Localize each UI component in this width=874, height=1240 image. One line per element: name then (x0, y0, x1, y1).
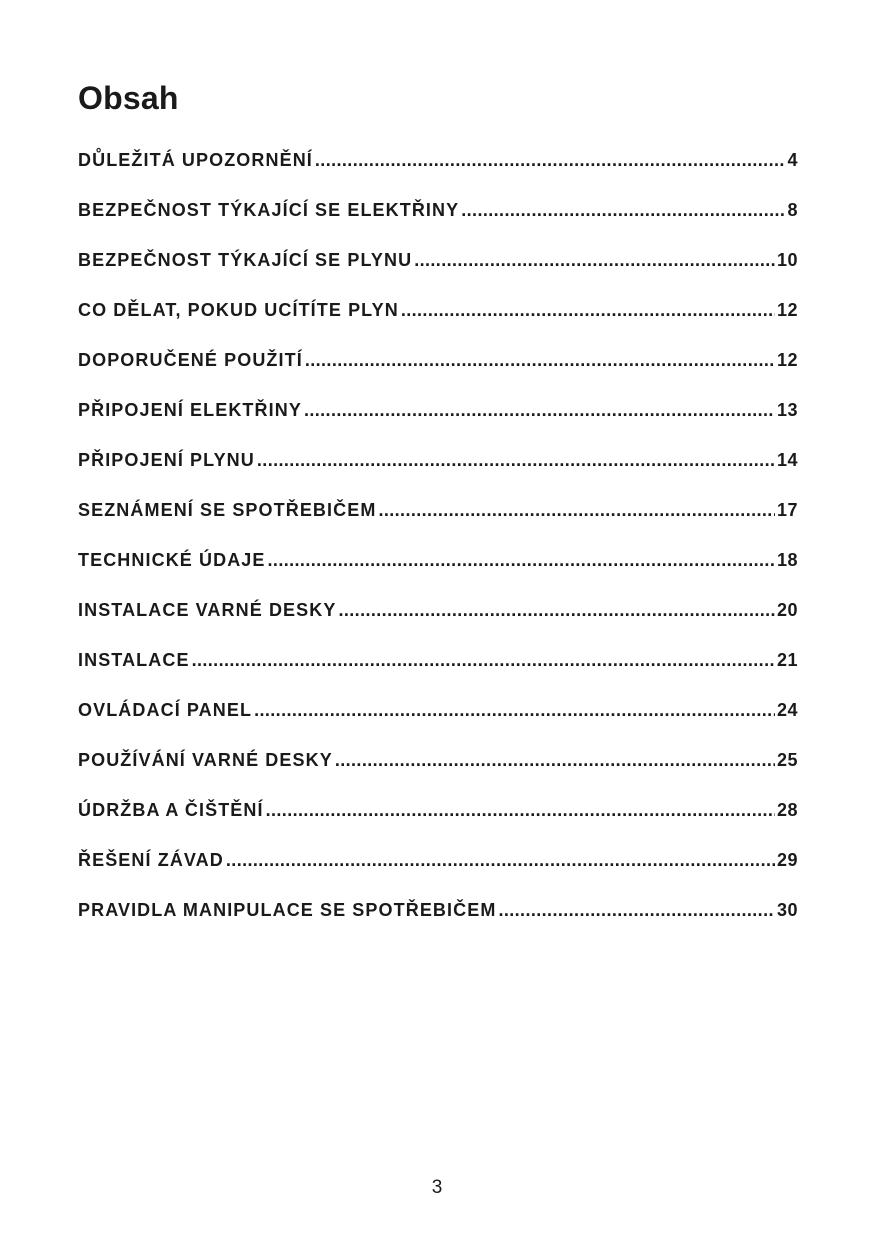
toc-entry-page: 17 (776, 500, 798, 520)
toc-entry-title: SEZNÁMENÍ SE SPOTŘEBIČEM (78, 500, 377, 520)
toc-entry-page: 29 (776, 850, 798, 870)
toc-leader-dots (378, 500, 775, 521)
toc-entry[interactable] (78, 400, 798, 450)
toc-entry-page: 13 (776, 400, 798, 420)
toc-entry[interactable] (78, 250, 798, 300)
toc-entry-page: 12 (776, 350, 798, 370)
toc-entry-title: INSTALACE VARNÉ DESKY (78, 600, 337, 620)
toc-entry-title: PRAVIDLA MANIPULACE SE SPOTŘEBIČEM (78, 900, 497, 920)
toc-entry-title: PŘIPOJENÍ PLYNU (78, 450, 255, 470)
toc-leader-dots (498, 900, 775, 921)
toc-entry-page: 18 (776, 550, 798, 570)
toc-entry-title: TECHNICKÉ ÚDAJE (78, 550, 266, 570)
toc-entry-page: 24 (776, 700, 798, 720)
toc-entry[interactable] (78, 350, 798, 400)
toc-leader-dots (257, 450, 775, 471)
toc-entry-title: PŘIPOJENÍ ELEKTŘINY (78, 400, 302, 420)
page-number: 3 (431, 1177, 443, 1198)
toc-entry-page: 14 (776, 450, 798, 470)
toc-entry-title: DŮLEŽITÁ UPOZORNĚNÍ (78, 150, 313, 170)
toc-entry[interactable] (78, 750, 798, 800)
toc-leader-dots (304, 400, 775, 421)
toc-entry-title: POUŽÍVÁNÍ VARNÉ DESKY (78, 750, 333, 770)
toc-entry-page: 28 (776, 800, 798, 820)
toc-entry-title: INSTALACE (78, 650, 190, 670)
toc-entry[interactable] (78, 800, 798, 850)
toc-leader-dots (254, 700, 775, 721)
toc-entry[interactable] (78, 300, 798, 350)
toc-entry-page: 20 (776, 600, 798, 620)
toc-entry-title: DOPORUČENÉ POUŽITÍ (78, 350, 303, 370)
toc-leader-dots (305, 350, 775, 371)
toc-leader-dots (335, 750, 775, 771)
toc-entry-title: BEZPEČNOST TÝKAJÍCÍ SE ELEKTŘINY (78, 200, 460, 220)
toc-entry-title: ÚDRŽBA A ČIŠTĚNÍ (78, 800, 264, 820)
toc-leader-dots (338, 600, 775, 621)
toc-leader-dots (192, 650, 775, 671)
toc-entry[interactable] (78, 850, 798, 900)
toc-entry-page: 10 (776, 250, 798, 270)
toc-entry-page: 21 (776, 650, 798, 670)
toc-entry[interactable] (78, 500, 798, 550)
toc-leader-dots (414, 250, 775, 271)
toc-entry-page: 8 (787, 200, 798, 220)
toc-entry[interactable] (78, 900, 798, 950)
toc-entry[interactable] (78, 650, 798, 700)
toc-entry[interactable] (78, 550, 798, 600)
toc-entry-title: CO DĚLAT, POKUD UCÍTÍTE PLYN (78, 300, 399, 320)
toc-entry-page: 12 (776, 300, 798, 320)
toc-leader-dots (315, 150, 786, 171)
toc-leader-dots (268, 550, 775, 571)
toc-entry[interactable] (78, 150, 798, 200)
toc-leader-dots (461, 200, 785, 221)
toc-entry-title: ŘEŠENÍ ZÁVAD (78, 850, 224, 870)
toc-entry-page: 4 (787, 150, 798, 170)
toc-leader-dots (226, 850, 775, 871)
toc-entry[interactable] (78, 600, 798, 650)
toc-entry[interactable] (78, 450, 798, 500)
toc-entry-title: BEZPEČNOST TÝKAJÍCÍ SE PLYNU (78, 250, 413, 270)
table-of-contents (78, 150, 798, 950)
toc-entry[interactable] (78, 700, 798, 750)
toc-leader-dots (401, 300, 775, 321)
toc-entry-title: OVLÁDACÍ PANEL (78, 700, 253, 720)
toc-leader-dots (266, 800, 775, 821)
page-title: Obsah (78, 80, 179, 116)
toc-entry-page: 25 (776, 750, 798, 770)
toc-entry[interactable] (78, 200, 798, 250)
toc-entry-page: 30 (776, 900, 798, 920)
